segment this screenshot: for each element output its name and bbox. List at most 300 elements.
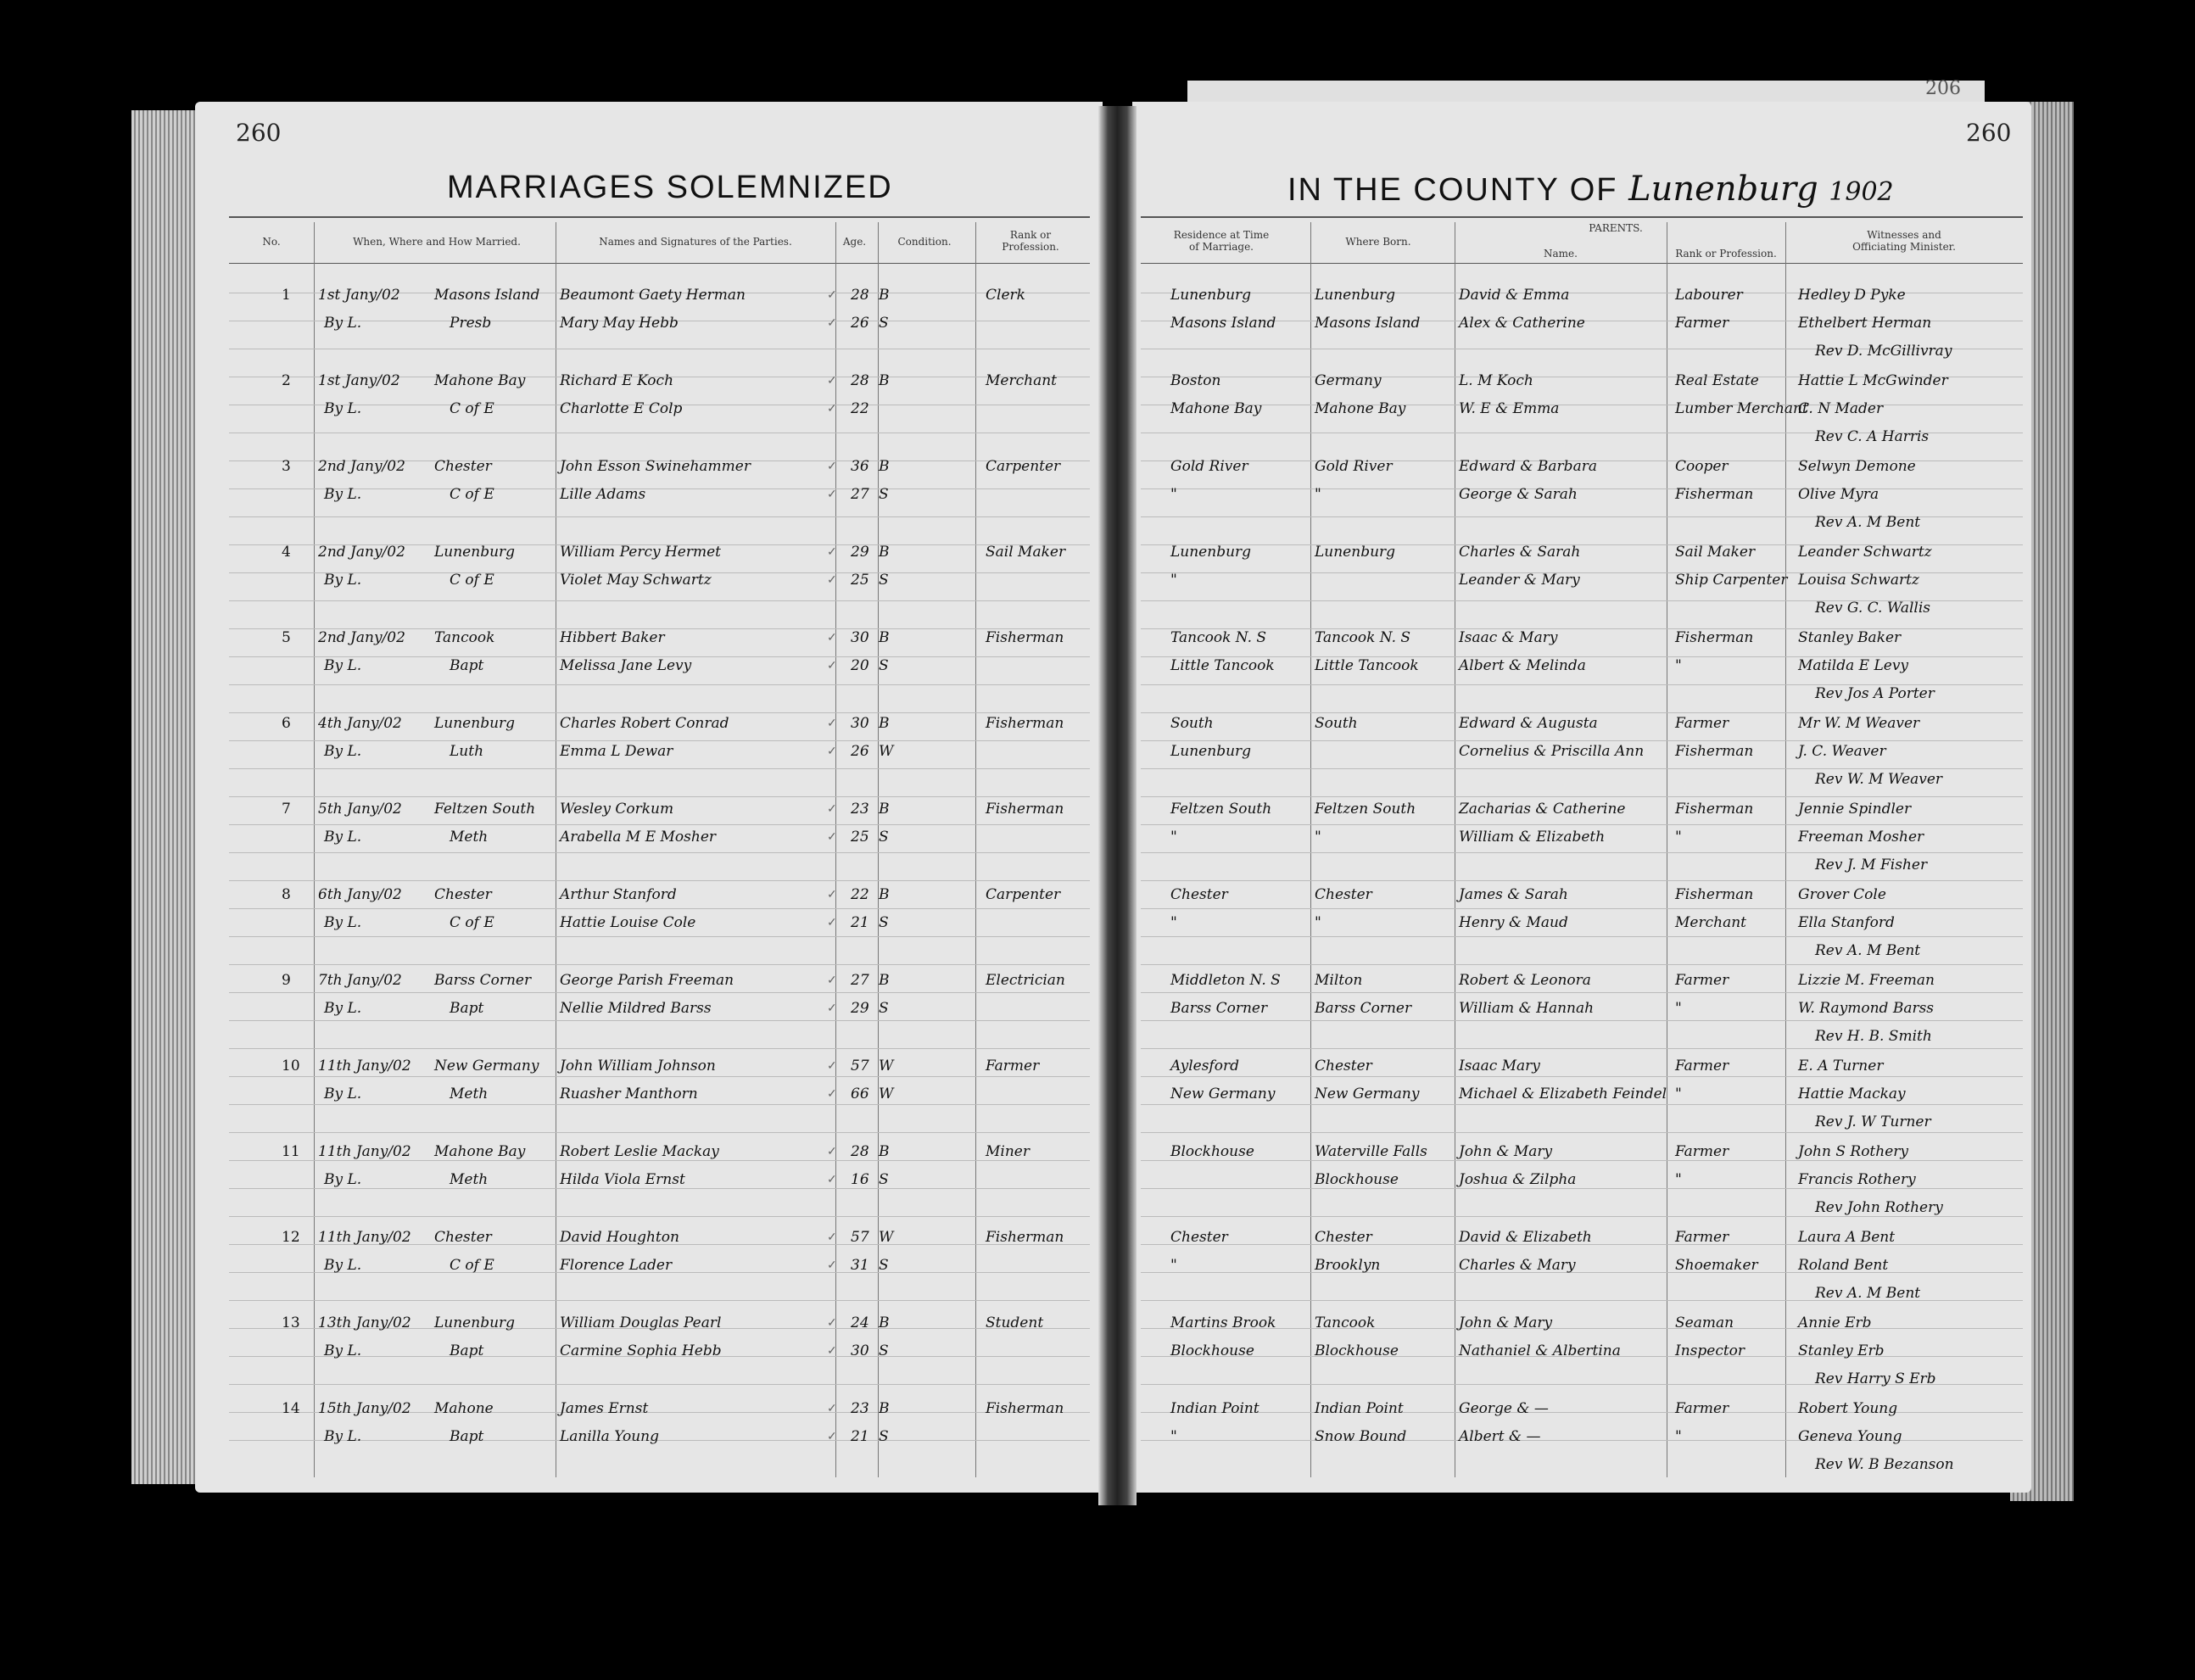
checkmark-icon: ✓ <box>827 888 837 901</box>
entry-witness2: Freeman Mosher <box>1798 829 1924 846</box>
entry-prof-groom: Cooper <box>1675 458 1729 475</box>
entry-bride-age: 22 <box>851 400 869 417</box>
entry-bride-age: 66 <box>851 1086 869 1102</box>
entry-no: 14 <box>282 1400 300 1417</box>
entry-minister: Rev D. McGillivray <box>1815 343 1952 360</box>
entry-parents-groom: Isaac & Mary <box>1459 629 1558 646</box>
entry-witness2: Ethelbert Herman <box>1798 315 1932 332</box>
entry-no: 1 <box>282 287 291 304</box>
entry-born-groom: Milton <box>1315 972 1363 989</box>
entry-groom: William Douglas Pearl <box>560 1314 722 1331</box>
entry-date: 2nd Jany/02 <box>318 458 405 475</box>
ledger-rule <box>1141 1132 2023 1133</box>
ledger-rule <box>1141 712 2023 713</box>
entry-bride-cond: W <box>879 743 894 760</box>
entry-rank: Fisherman <box>986 715 1064 732</box>
entry-parents-groom: Charles & Sarah <box>1459 544 1581 561</box>
entry-groom-age: 57 <box>851 1229 869 1246</box>
entry-born-groom: Lunenburg <box>1315 287 1396 304</box>
page-edges-left <box>131 110 199 1484</box>
entry-witness2: Roland Bent <box>1798 1257 1889 1274</box>
entry-prof-bride: " <box>1675 1428 1682 1445</box>
entry-bride-cond: W <box>879 1086 894 1102</box>
entry-no: 13 <box>282 1314 300 1331</box>
entry-minister: Rev W. B Bezanson <box>1815 1456 1954 1473</box>
column-divider <box>314 222 315 1477</box>
entry-date: 15th Jany/02 <box>318 1400 411 1417</box>
entry-no: 6 <box>282 715 291 732</box>
entry-prof-groom: Farmer <box>1675 972 1729 989</box>
entry-witness1: John S Rothery <box>1798 1143 1909 1160</box>
entry-born-groom: Lunenburg <box>1315 544 1396 561</box>
entry-groom-age: 36 <box>851 458 869 475</box>
entry-groom-cond: B <box>879 1400 890 1417</box>
entry-born-bride: Barss Corner <box>1315 1000 1412 1017</box>
entry-groom-age: 24 <box>851 1314 869 1331</box>
entry-groom-cond: W <box>879 1058 894 1074</box>
left-header-rule <box>229 216 1090 218</box>
entry-bride-age: 27 <box>851 486 869 503</box>
right-page-number: 260 <box>1966 119 2012 147</box>
entry-minister: Rev A. M Bent <box>1815 942 1921 959</box>
entry-born-groom: Tancook <box>1315 1314 1376 1331</box>
entry-witness2: C. N Mader <box>1798 400 1884 417</box>
entry-parents-bride: Albert & Melinda <box>1459 657 1586 674</box>
entry-res-groom: Martins Brook <box>1170 1314 1276 1331</box>
entry-prof-bride: " <box>1675 1086 1682 1102</box>
entry-denom: C of E <box>450 1257 494 1274</box>
header-parents-rank: Rank or Profession. <box>1675 248 1777 260</box>
entry-groom-age: 29 <box>851 544 869 561</box>
entry-res-groom: Lunenburg <box>1170 287 1252 304</box>
checkmark-icon: ✓ <box>827 1145 837 1158</box>
entry-prof-groom: Farmer <box>1675 1400 1729 1417</box>
entry-minister: Rev G. C. Wallis <box>1815 600 1931 617</box>
entry-born-bride: Blockhouse <box>1315 1342 1399 1359</box>
entry-res-groom: Chester <box>1170 1229 1228 1246</box>
entry-groom-cond: B <box>879 629 890 646</box>
header-rank: Rank or Profession. <box>1002 229 1059 253</box>
entry-born-bride: Blockhouse <box>1315 1171 1399 1188</box>
entry-how: By L. <box>324 572 362 589</box>
book-gutter <box>1098 106 1137 1505</box>
ledger-rule <box>1141 1160 2023 1161</box>
entry-witness1: Jennie Spindler <box>1798 801 1912 818</box>
entry-res-bride: Mahone Bay <box>1170 400 1262 417</box>
entry-parents-bride: Nathaniel & Albertina <box>1459 1342 1621 1359</box>
entry-groom-cond: B <box>879 287 890 304</box>
entry-no: 3 <box>282 458 291 475</box>
entry-prof-groom: Farmer <box>1675 1143 1729 1160</box>
entry-prof-groom: Seaman <box>1675 1314 1734 1331</box>
entry-denom: Meth <box>450 829 489 846</box>
entry-born-groom: Chester <box>1315 1058 1372 1074</box>
entry-parents-groom: L. M Koch <box>1459 372 1533 389</box>
entry-parents-bride: Albert & — <box>1459 1428 1541 1445</box>
entry-parents-bride: Charles & Mary <box>1459 1257 1576 1274</box>
checkmark-icon: ✓ <box>827 402 837 416</box>
entry-date: 1st Jany/02 <box>318 287 400 304</box>
entry-bride: Hattie Louise Cole <box>560 914 696 931</box>
entry-minister: Rev Harry S Erb <box>1815 1370 1936 1387</box>
entry-res-bride: " <box>1170 1257 1177 1274</box>
entry-rank: Farmer <box>986 1058 1040 1074</box>
entry-denom: Meth <box>450 1086 489 1102</box>
ledger-rule <box>1141 824 2023 825</box>
checkmark-icon: ✓ <box>827 745 837 758</box>
right-page-title <box>1287 170 1894 209</box>
entry-bride: Violet May Schwartz <box>560 572 712 589</box>
entry-no: 12 <box>282 1229 300 1246</box>
entry-date: 11th Jany/02 <box>318 1143 411 1160</box>
entry-bride-age: 21 <box>851 914 869 931</box>
entry-prof-bride: Inspector <box>1675 1342 1745 1359</box>
entry-bride-age: 26 <box>851 743 869 760</box>
entry-groom: George Parish Freeman <box>560 972 734 989</box>
entry-bride-cond: S <box>879 914 889 931</box>
entry-place: Chester <box>434 458 492 475</box>
entry-bride-age: 20 <box>851 657 869 674</box>
ledger-rule <box>1141 964 2023 965</box>
ledger-rule <box>1141 992 2023 993</box>
ledger-rule <box>1141 1216 2023 1217</box>
entry-born-groom: Chester <box>1315 886 1372 903</box>
ledger-rule <box>229 1104 1090 1105</box>
entry-groom: Robert Leslie Mackay <box>560 1143 719 1160</box>
checkmark-icon: ✓ <box>827 374 837 388</box>
ledger-rule <box>229 684 1090 685</box>
ledger-rule <box>229 1020 1090 1021</box>
entry-parents-groom: Edward & Augusta <box>1459 715 1598 732</box>
register-year: 1902 <box>1829 177 1894 207</box>
entry-groom-age: 23 <box>851 801 869 818</box>
entry-bride: Nellie Mildred Barss <box>560 1000 712 1017</box>
checkmark-icon: ✓ <box>827 1059 837 1073</box>
entry-parents-groom: George & — <box>1459 1400 1549 1417</box>
entry-witness1: Grover Cole <box>1798 886 1886 903</box>
entry-groom-age: 30 <box>851 715 869 732</box>
entry-witness1: Laura A Bent <box>1798 1229 1896 1246</box>
entry-parents-bride: Cornelius & Priscilla Ann <box>1459 743 1645 760</box>
entry-prof-bride: Shoemaker <box>1675 1257 1758 1274</box>
entry-born-groom: Waterville Falls <box>1315 1143 1427 1160</box>
entry-parents-groom: David & Emma <box>1459 287 1570 304</box>
entry-bride: Lille Adams <box>560 486 646 503</box>
entry-denom: Meth <box>450 1171 489 1188</box>
entry-groom-age: 30 <box>851 629 869 646</box>
entry-date: 5th Jany/02 <box>318 801 402 818</box>
entry-bride-age: 16 <box>851 1171 869 1188</box>
entry-witness2: Geneva Young <box>1798 1428 1902 1445</box>
entry-rank: Sail Maker <box>986 544 1066 561</box>
entry-prof-groom: Fisherman <box>1675 629 1754 646</box>
entry-groom-age: 27 <box>851 972 869 989</box>
checkmark-icon: ✓ <box>827 916 837 929</box>
entry-rank: Fisherman <box>986 1400 1064 1417</box>
entry-res-groom: Boston <box>1170 372 1221 389</box>
header-parents: PARENTS. <box>1589 222 1643 234</box>
entry-prof-groom: Sail Maker <box>1675 544 1756 561</box>
entry-witness2: Ella Stanford <box>1798 914 1895 931</box>
entry-res-groom: Indian Point <box>1170 1400 1259 1417</box>
entry-prof-bride: Fisherman <box>1675 486 1754 503</box>
entry-groom: Wesley Corkum <box>560 801 674 818</box>
entry-minister: Rev H. B. Smith <box>1815 1028 1932 1045</box>
entry-how: By L. <box>324 914 362 931</box>
entry-bride: Florence Lader <box>560 1257 673 1274</box>
entry-bride: Arabella M E Mosher <box>560 829 717 846</box>
entry-born-groom: South <box>1315 715 1358 732</box>
entry-minister: Rev A. M Bent <box>1815 1285 1921 1302</box>
entry-how: By L. <box>324 1342 362 1359</box>
entry-born-bride: Little Tancook <box>1315 657 1419 674</box>
header-residence: Residence at Time of Marriage. <box>1173 229 1270 253</box>
entry-prof-bride: " <box>1675 1171 1682 1188</box>
left-page-title: MARRIAGES SOLEMNIZED <box>447 170 893 205</box>
entry-bride-age: 26 <box>851 315 869 332</box>
entry-bride: Emma L Dewar <box>560 743 673 760</box>
entry-bride: Hilda Viola Ernst <box>560 1171 685 1188</box>
ledger-rule <box>229 992 1090 993</box>
entry-prof-bride: Farmer <box>1675 315 1729 332</box>
checkmark-icon: ✓ <box>827 1002 837 1015</box>
entry-groom: Beaumont Gaety Herman <box>560 287 746 304</box>
entry-witness1: Robert Young <box>1798 1400 1898 1417</box>
checkmark-icon: ✓ <box>827 1173 837 1186</box>
entry-res-groom: Blockhouse <box>1170 1143 1254 1160</box>
entry-bride-cond: S <box>879 315 889 332</box>
entry-res-bride: " <box>1170 829 1177 846</box>
entry-parents-bride: W. E & Emma <box>1459 400 1560 417</box>
entry-res-groom: South <box>1170 715 1214 732</box>
entry-groom-cond: B <box>879 801 890 818</box>
entry-witness2: Louisa Schwartz <box>1798 572 1919 589</box>
entry-parents-groom: Zacharias & Catherine <box>1459 801 1626 818</box>
entry-rank: Miner <box>986 1143 1030 1160</box>
entry-witness2: Olive Myra <box>1798 486 1879 503</box>
entry-parents-groom: Isaac Mary <box>1459 1058 1540 1074</box>
ledger-rule <box>1141 852 2023 853</box>
ledger-rule <box>229 1132 1090 1133</box>
entry-groom: James Ernst <box>560 1400 649 1417</box>
entry-res-groom: Aylesford <box>1170 1058 1239 1074</box>
header-parents-name: Name. <box>1544 248 1578 260</box>
header-born: Where Born. <box>1345 236 1411 248</box>
entry-res-bride: Little Tancook <box>1170 657 1275 674</box>
entry-no: 2 <box>282 372 291 389</box>
entry-prof-bride: " <box>1675 1000 1682 1017</box>
ledger-rule <box>1141 1076 2023 1077</box>
checkmark-icon: ✓ <box>827 631 837 645</box>
entry-prof-groom: Farmer <box>1675 1058 1729 1074</box>
entry-bride-age: 30 <box>851 1342 869 1359</box>
entry-parents-bride: Michael & Elizabeth Feindel <box>1459 1086 1667 1102</box>
column-divider <box>975 222 976 1477</box>
header-no: No. <box>262 236 281 248</box>
entry-rank: Fisherman <box>986 1229 1064 1246</box>
checkmark-icon: ✓ <box>827 802 837 816</box>
entry-groom-age: 22 <box>851 886 869 903</box>
ledger-rule <box>229 712 1090 713</box>
entry-res-bride: Lunenburg <box>1170 743 1252 760</box>
checkmark-icon: ✓ <box>827 1259 837 1272</box>
entry-groom-cond: B <box>879 1314 890 1331</box>
entry-res-bride: Barss Corner <box>1170 1000 1268 1017</box>
entry-prof-bride: Lumber Merchant <box>1675 400 1808 417</box>
entry-born-bride: Masons Island <box>1315 315 1421 332</box>
entry-born-groom: Gold River <box>1315 458 1393 475</box>
entry-groom-cond: B <box>879 715 890 732</box>
entry-denom: Presb <box>450 315 492 332</box>
entry-bride: Charlotte E Colp <box>560 400 683 417</box>
entry-born-bride: " <box>1315 914 1321 931</box>
entry-date: 4th Jany/02 <box>318 715 402 732</box>
entry-born-groom: Tancook N. S <box>1315 629 1411 646</box>
entry-minister: Rev A. M Bent <box>1815 514 1921 531</box>
entry-date: 11th Jany/02 <box>318 1229 411 1246</box>
county-name: Lunenburg <box>1628 170 1818 209</box>
checkmark-icon: ✓ <box>827 1344 837 1358</box>
header-when: When, Where and How Married. <box>353 236 521 248</box>
right-header-bottom-rule <box>1141 263 2023 264</box>
entry-how: By L. <box>324 1000 362 1017</box>
entry-place: Mahone Bay <box>434 1143 526 1160</box>
left-page-number: 260 <box>236 119 282 147</box>
entry-res-bride: Masons Island <box>1170 315 1276 332</box>
entry-born-bride: New Germany <box>1315 1086 1420 1102</box>
left-page <box>195 102 1103 1493</box>
entry-prof-groom: Farmer <box>1675 715 1729 732</box>
entry-born-bride: Snow Bound <box>1315 1428 1407 1445</box>
entry-witness1: E. A Turner <box>1798 1058 1884 1074</box>
entry-denom: Bapt <box>450 1428 484 1445</box>
ledger-rule <box>229 1160 1090 1161</box>
entry-denom: Bapt <box>450 1342 484 1359</box>
entry-minister: Rev W. M Weaver <box>1815 771 1943 788</box>
ledger-rule <box>1141 936 2023 937</box>
entry-date: 2nd Jany/02 <box>318 629 405 646</box>
entry-parents-bride: William & Elizabeth <box>1459 829 1606 846</box>
entry-born-bride: Mahone Bay <box>1315 400 1406 417</box>
entry-minister: Rev John Rothery <box>1815 1199 1943 1216</box>
entry-denom: Bapt <box>450 1000 484 1017</box>
entry-bride-age: 25 <box>851 829 869 846</box>
entry-no: 10 <box>282 1058 300 1074</box>
entry-place: Masons Island <box>434 287 540 304</box>
entry-bride: Carmine Sophia Hebb <box>560 1342 722 1359</box>
checkmark-icon: ✓ <box>827 1430 837 1443</box>
checkmark-icon: ✓ <box>827 573 837 587</box>
entry-groom: David Houghton <box>560 1229 679 1246</box>
entry-place: Lunenburg <box>434 715 516 732</box>
entry-how: By L. <box>324 743 362 760</box>
entry-minister: Rev J. M Fisher <box>1815 857 1928 873</box>
entry-groom-cond: B <box>879 458 890 475</box>
entry-how: By L. <box>324 315 362 332</box>
entry-groom-age: 28 <box>851 1143 869 1160</box>
entry-witness1: Leander Schwartz <box>1798 544 1932 561</box>
entry-witness1: Lizzie M. Freeman <box>1798 972 1935 989</box>
entry-prof-bride: " <box>1675 829 1682 846</box>
ledger-rule <box>229 740 1090 741</box>
ledger-rule <box>229 1076 1090 1077</box>
entry-res-bride: New Germany <box>1170 1086 1276 1102</box>
entry-groom: William Percy Hermet <box>560 544 721 561</box>
entry-date: 7th Jany/02 <box>318 972 402 989</box>
entry-bride-age: 25 <box>851 572 869 589</box>
ledger-rule <box>1141 1020 2023 1021</box>
entry-how: By L. <box>324 657 362 674</box>
right-header-rule <box>1141 216 2023 218</box>
entry-prof-groom: Fisherman <box>1675 886 1754 903</box>
entry-how: By L. <box>324 1171 362 1188</box>
entry-prof-bride: " <box>1675 657 1682 674</box>
entry-rank: Student <box>986 1314 1044 1331</box>
checkmark-icon: ✓ <box>827 316 837 330</box>
entry-born-groom: Chester <box>1315 1229 1372 1246</box>
entry-date: 6th Jany/02 <box>318 886 402 903</box>
entry-groom-cond: B <box>879 886 890 903</box>
ledger-rule <box>229 1188 1090 1189</box>
entry-prof-bride: Fisherman <box>1675 743 1754 760</box>
ledger-rule <box>229 908 1090 909</box>
entry-res-bride: " <box>1170 572 1177 589</box>
entry-place: Lunenburg <box>434 544 516 561</box>
entry-rank: Carpenter <box>986 886 1061 903</box>
entry-bride-age: 29 <box>851 1000 869 1017</box>
ledger-rule <box>229 1384 1090 1385</box>
entry-bride: Ruasher Manthorn <box>560 1086 698 1102</box>
checkmark-icon: ✓ <box>827 545 837 559</box>
entry-minister: Rev C. A Harris <box>1815 428 1930 445</box>
ledger-rule <box>1141 908 2023 909</box>
entry-groom-cond: B <box>879 972 890 989</box>
entry-born-groom: Indian Point <box>1315 1400 1404 1417</box>
ledger-rule <box>229 852 1090 853</box>
ledger-rule <box>229 936 1090 937</box>
ledger-rule <box>229 600 1090 601</box>
ledger-rule <box>1141 796 2023 797</box>
entry-rank: Merchant <box>986 372 1057 389</box>
ledger-rule <box>229 824 1090 825</box>
entry-no: 8 <box>282 886 291 903</box>
entry-parents-bride: George & Sarah <box>1459 486 1578 503</box>
entry-bride-cond: S <box>879 1171 889 1188</box>
ledger-rule <box>229 796 1090 797</box>
entry-place: Mahone Bay <box>434 372 526 389</box>
entry-denom: Luth <box>450 743 484 760</box>
entry-prof-groom: Real Estate <box>1675 372 1759 389</box>
entry-witness1: Annie Erb <box>1798 1314 1872 1331</box>
entry-parents-bride: Henry & Maud <box>1459 914 1568 931</box>
entry-how: By L. <box>324 1086 362 1102</box>
ledger-rule <box>229 964 1090 965</box>
header-age: Age. <box>842 236 867 248</box>
entry-minister: Rev Jos A Porter <box>1815 685 1935 702</box>
entry-res-groom: Gold River <box>1170 458 1248 475</box>
entry-denom: C of E <box>450 400 494 417</box>
ledger-rule <box>1141 1048 2023 1049</box>
entry-prof-groom: Fisherman <box>1675 801 1754 818</box>
entry-witness1: Stanley Baker <box>1798 629 1902 646</box>
ledger-rule <box>1141 1104 2023 1105</box>
right-page <box>1132 102 2031 1493</box>
ledger-rule <box>229 1216 1090 1217</box>
entry-bride-cond: S <box>879 1342 889 1359</box>
left-header-bottom-rule <box>229 263 1090 264</box>
entry-bride: Melissa Jane Levy <box>560 657 692 674</box>
entry-res-groom: Tancook N. S <box>1170 629 1267 646</box>
